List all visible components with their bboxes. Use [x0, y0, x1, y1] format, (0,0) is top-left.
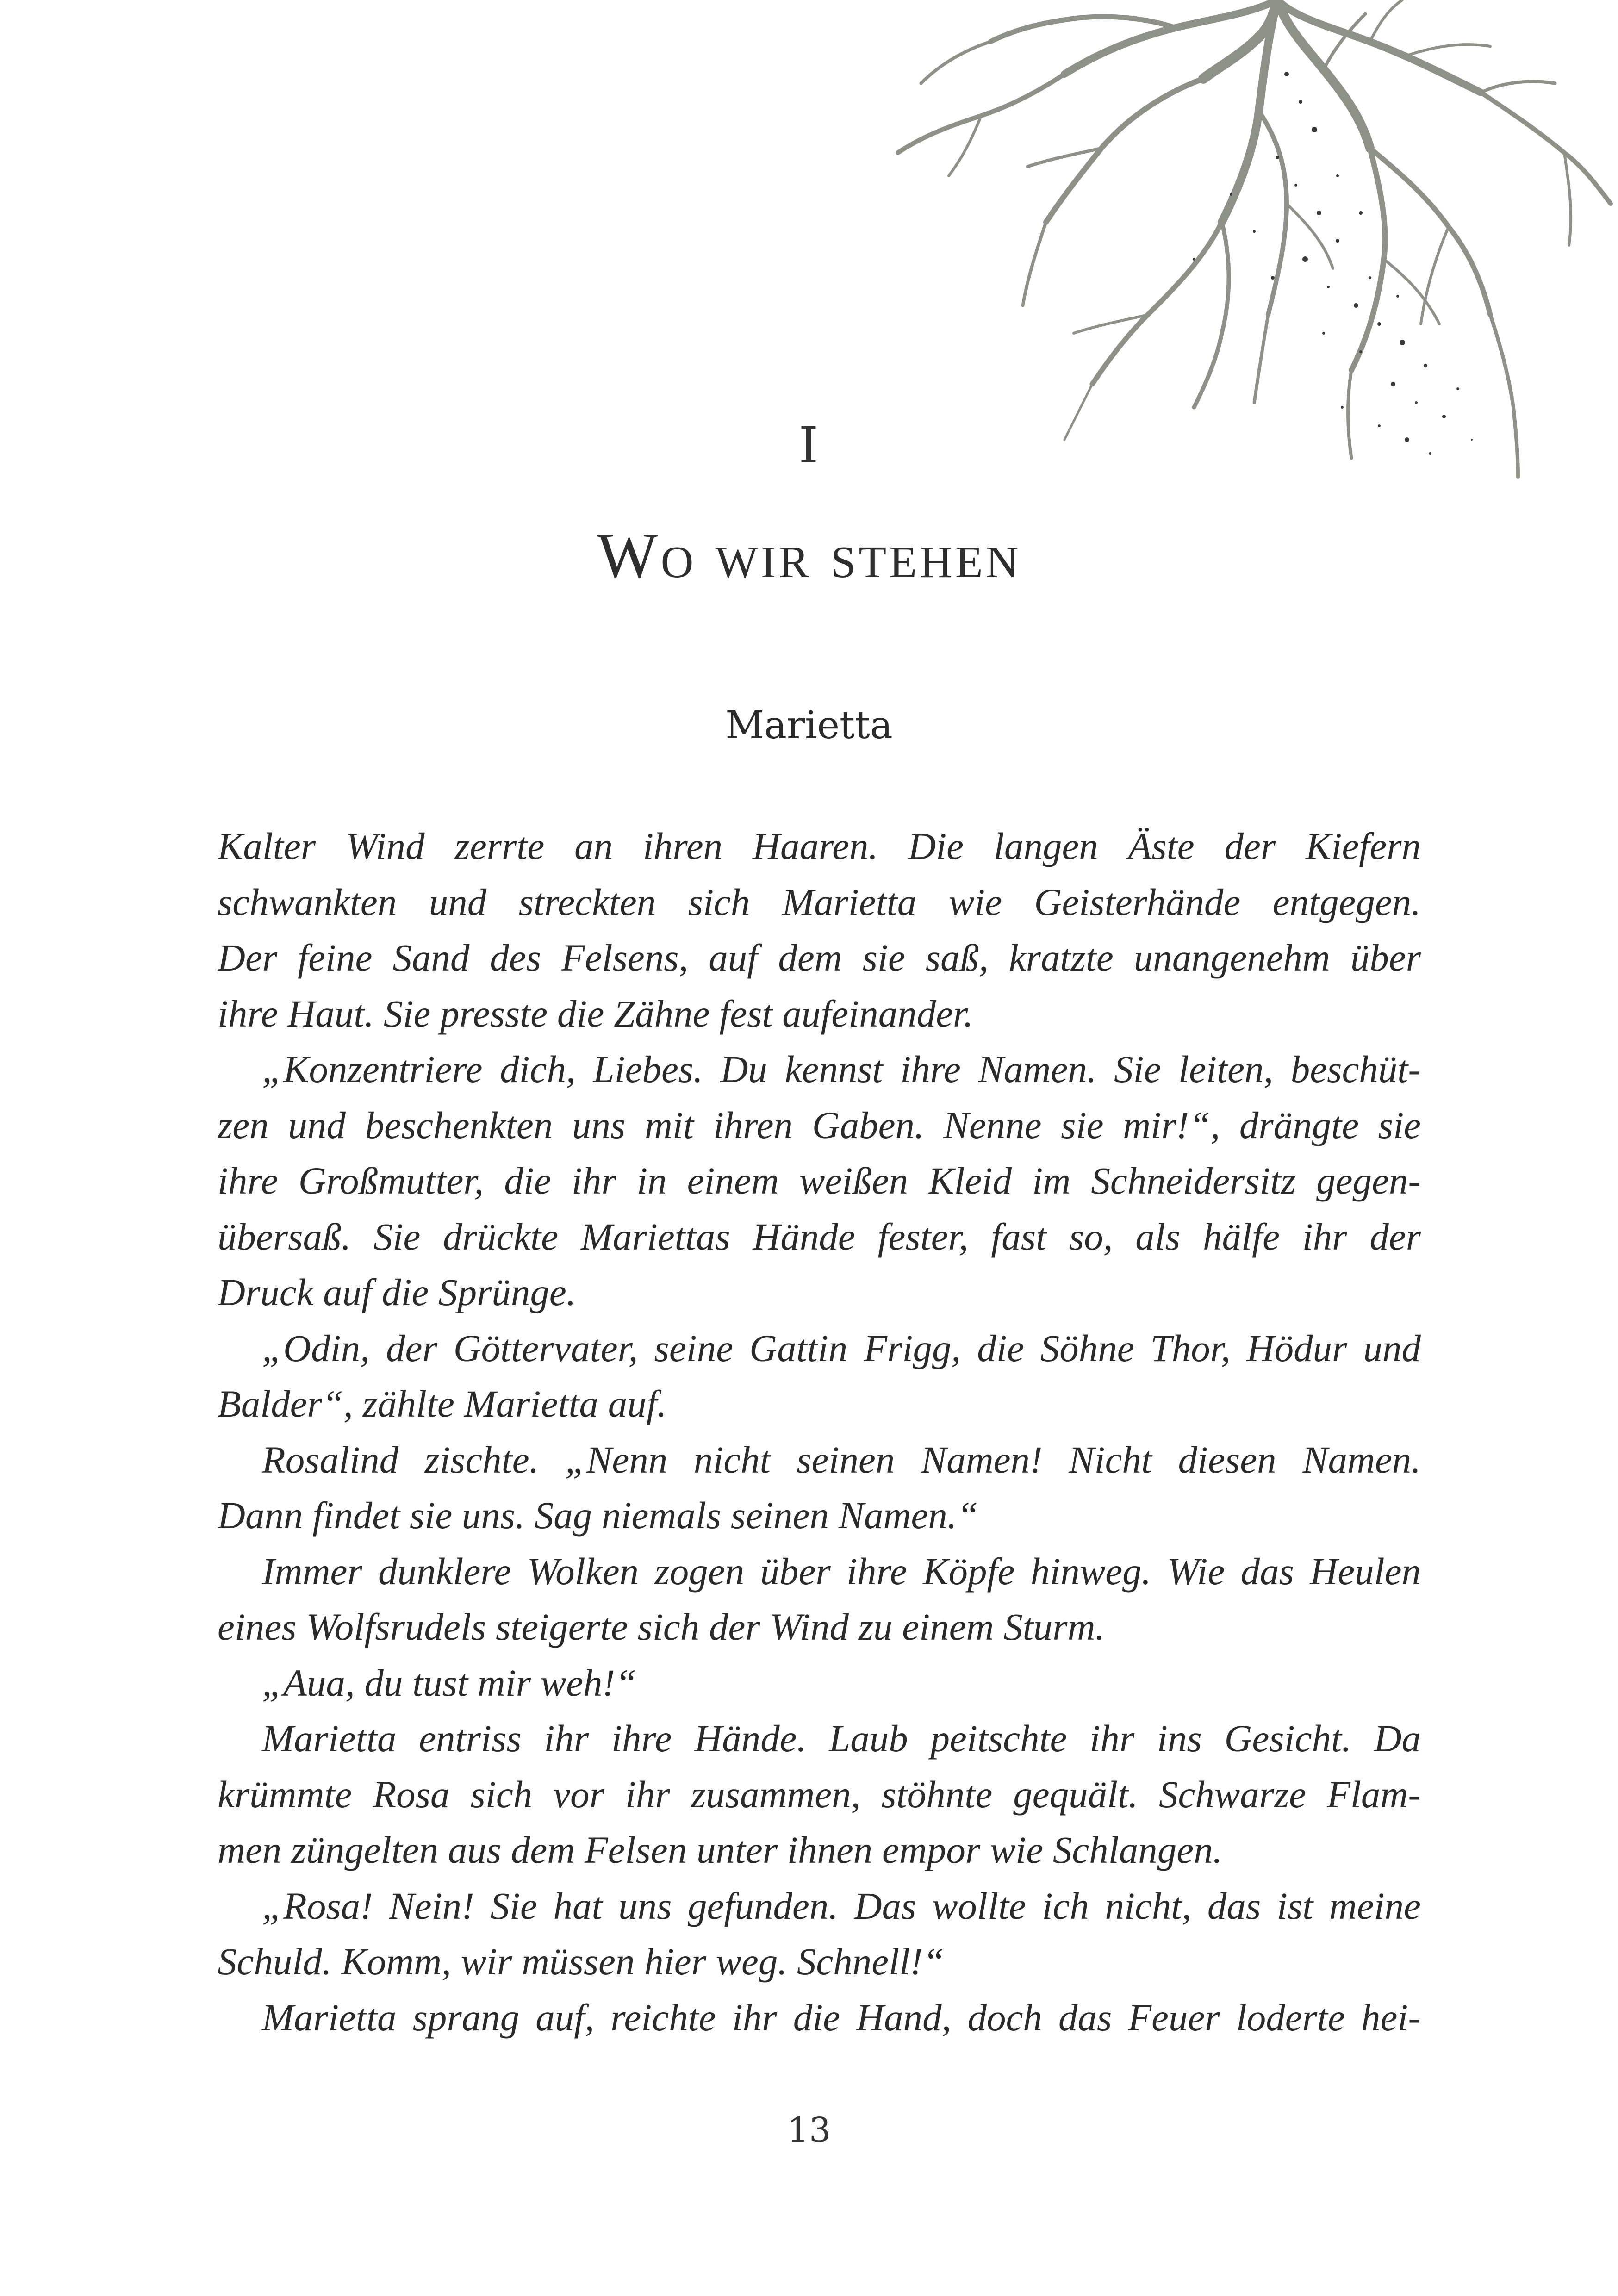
text-line: übersaß. Sie drückte Mariettas Hände fester, fast so, als hälfe ihr der [218, 1215, 1421, 1258]
text-line: Marietta sprang auf, reichte ihr die Hand, doch das Feuer loderte hei- [262, 1996, 1421, 2039]
text-line: Kalter Wind zerrte an ihren Haaren. Die langen Äste der Kiefern [218, 825, 1421, 867]
tree-roots-illustration [870, 0, 1618, 481]
chapter-title: Wo wir stehen [597, 520, 1021, 591]
chapter-number: I [798, 417, 820, 474]
text-line: „Odin, der Göttervater, seine Gattin Frigg, die Söhne Thor, Hödur und [262, 1326, 1421, 1369]
text-line: eines Wolfsrudels steigerte sich der Wind zu einem Sturm. [218, 1605, 1105, 1648]
text-line: ihre Großmutter, die ihr in einem weißen Kleid im Schneidersitz gegen- [218, 1159, 1421, 1202]
text-line: Der feine Sand des Felsens, auf dem sie saß, kratzte unangenehm über [218, 936, 1421, 979]
text-line: „Rosa! Nein! Sie hat uns gefunden. Das wollte ich nicht, das ist meine [262, 1884, 1421, 1927]
page-number: 13 [787, 2110, 831, 2150]
text-line: Marietta entriss ihr ihre Hände. Laub peitschte ihr ins Gesicht. Da [262, 1717, 1421, 1760]
text-line: Balder“, zählte Marietta auf. [218, 1382, 667, 1425]
text-line: Immer dunklere Wolken zogen über ihre Köpfe hinweg. Wie das Heulen [262, 1549, 1421, 1593]
text-line: Schuld. Komm, wir müssen hier weg. Schnell!“ [218, 1940, 944, 1983]
text-line: schwankten und streckten sich Marietta wie Geisterhände entgegen. [218, 880, 1421, 923]
text-line: men züngelten aus dem Felsen unter ihnen empor wie Schlangen. [218, 1829, 1223, 1871]
text-line: Druck auf die Sprünge. [218, 1271, 576, 1313]
text-line: krümmte Rosa sich vor ihr zusammen, stöhnte gequält. Schwarze Flam- [218, 1773, 1421, 1816]
text-line: zen und beschenkten uns mit ihren Gaben. Nenne sie mir!“, drängte sie [218, 1103, 1421, 1146]
text-line: Dann findet sie uns. Sag niemals seinen Namen.“ [218, 1494, 978, 1537]
text-line: ihre Haut. Sie presste die Zähne fest aufeinander. [218, 992, 973, 1035]
body-text [218, 818, 1421, 2045]
pov-heading: Marietta [725, 703, 893, 747]
text-line: Rosalind zischte. „Nenn nicht seinen Namen! Nicht diesen Namen. [262, 1438, 1421, 1481]
text-line: „Konzentriere dich, Liebes. Du kennst ihre Namen. Sie leiten, beschüt- [262, 1048, 1421, 1090]
text-line: „Aua, du tust mir weh!“ [262, 1661, 637, 1704]
